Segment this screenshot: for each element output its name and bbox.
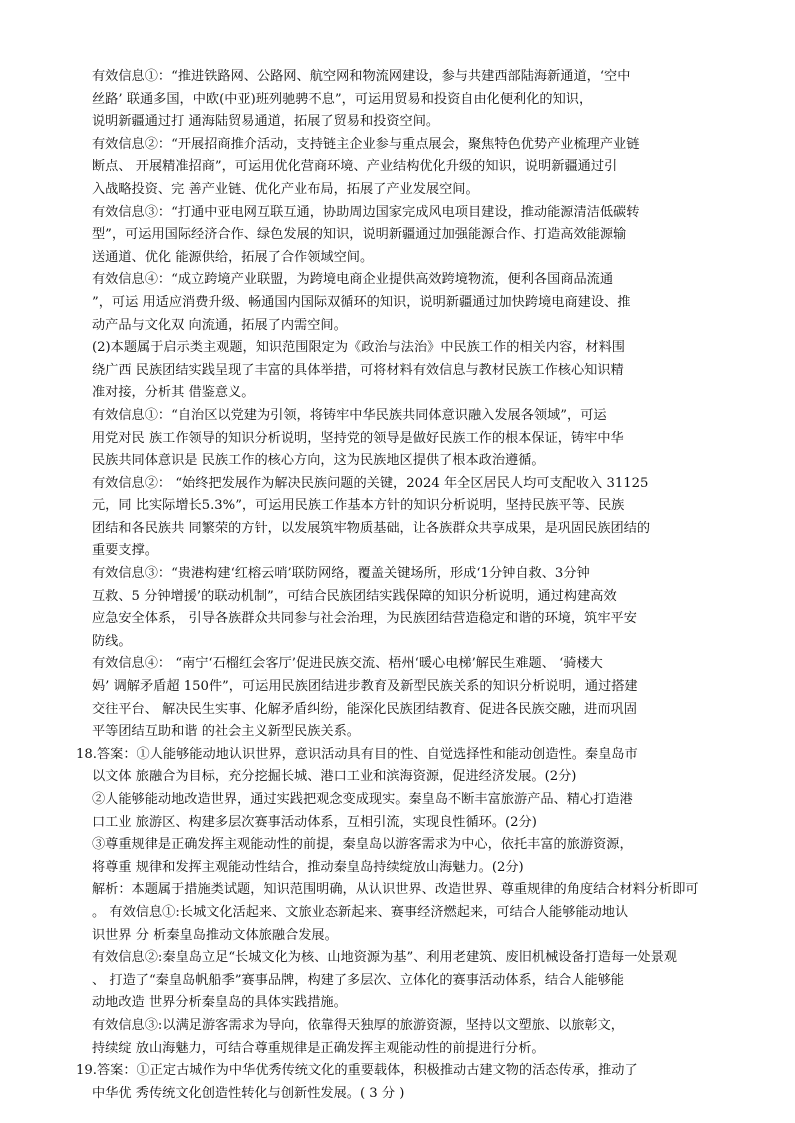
text-line: 应急安全体系， 引导各族群众共同参与社会治理，为民族团结营造稳定和谐的环境，筑牢平安 [92,611,637,627]
text-line: 有效信息③：“打通中亚电网互联互通，协助周边国家完成风电项目建设，推动能源清洁低碳转 [92,204,640,220]
text-line: 。 有效信息①:长城文化活起来、文旅业态新起来、赛事经济燃起来，可结合人能够能动地认 [92,904,629,920]
text-line: 断点、 开展精准招商”，可运用优化营商环境、产业结构优化升级的知识，说明新疆通过引 [92,159,618,175]
text-line: 元，同 比实际增长5.3%”，可运用民族工作基本方针的知识分析说明，坚持民族平等、民族 [92,498,625,514]
document-page [76,66,727,1105]
text-line: 解析：本题属于措施类试题，知识范围明确，从认识世界、改造世界、尊重规律的角度结合材料分析即可 [92,882,699,898]
text-line: 有效信息①：“推进铁路网、公路网、航空网和物流网建设，参与共建西部陆海新通道，‘空中 [92,69,631,84]
question-answer-line: 18.答案：①人能够能动地认识世界，意识活动具有目的性、自觉选择性和能动创造性。秦皇岛市 [76,746,638,762]
text-line: 有效信息①：“自治区以党建为引领，将铸牢中华民族共同体意识融入发展各领域”，可运 [92,407,607,423]
question-answer-line: 19.答案：①正定古城作为中华优秀传统文化的重要载体，积极推动古建文物的活态传承，推动了 [76,1063,638,1079]
text-line: 用党对民 族工作领导的知识分析说明，坚持党的领导是做好民族工作的根本保证，铸牢中华 [92,430,624,446]
text-line: 动地改造 世界分析秦皇岛的具体实践措施。 [92,995,347,1011]
text-line: (2)本题属于启示类主观题，知识范围限定为《政治与法治》中民族工作的相关内容，材料围 [92,340,625,356]
text-line: 以文体 旅融合为目标，充分挖掘长城、港口工业和滨海资源，促进经济发展。(2分) [92,769,577,785]
text-line: 型”，可运用国际经济合作、绿色发展的知识，说明新疆通过加强能源合作、打造高效能源输 [92,227,627,243]
text-line: 有效信息③：“贵港构建‘红榕云哨’联防网络，覆盖关键场所，形成‘1分钟自救、3分钟 [92,566,590,582]
text-line: 重要支撑。 [92,543,158,559]
text-line: 说明新疆通过打 通海陆贸易通道，拓展了贸易和投资空间。 [92,114,440,130]
text-line: 口工业 旅游区、构建多层次赛事活动体系，互相引流，实现良性循环。(2分) [92,814,537,830]
text-line: 识世界 分 析秦皇岛推动文体旅融合发展。 [92,927,338,943]
text-line: 丝路’ 联通多国，中欧(中亚)班列驰骋不息”，可运用贸易和投资自由化便利化的知识， [92,91,593,107]
text-line: 将尊重 规律和发挥主观能动性结合，推动秦皇岛持续绽放山海魅力。(2分) [92,859,524,875]
text-line: 、 打造了“秦皇岛帆船季”赛事品牌，构建了多层次、立体化的赛事活动体系，结合人能够能 [92,972,624,988]
text-line: 民族共同体意识是 民族工作的核心方向，这为民族地区提供了根本政治遵循。 [92,453,545,469]
text-line: 互救、5 分钟增援’的联动机制”，可结合民族团结实践保障的知识分析说明，通过构建高效 [92,588,617,604]
text-line: 绕广西 民族团结实践呈现了丰富的具体举措，可将材料有效信息与教材民族工作核心知识精 [92,362,624,378]
text-line: 有效信息④： “南宁‘石榴红会客厅’促进民族交流、梧州‘暖心电梯’解民生难题、 ‘骑楼大 [92,656,603,672]
text-line: 有效信息③:以满足游客需求为导向，依靠得天独厚的旅游资源，坚持以文塑旅、以旅彰文， [92,1017,624,1033]
text-line: 防线。 [92,633,132,649]
text-line: 持续绽 放山海魅力，可结合尊重规律是正确发挥主观能动性的前提进行分析。 [92,1040,545,1056]
text-line: 有效信息②：“开展招商推介活动，支持链主企业参与重点展会，聚焦特色优势产业梳理产业链 [92,136,640,152]
text-line: 送通道、优化 能源供给，拓展了合作领域空间。 [92,249,374,265]
text-line: 平等团结互助和谐 的社会主义新型民族关系。 [92,724,360,740]
text-line: 有效信息②:秦皇岛立足“长城文化为核、山地资源为基”、利用老建筑、废旧机械设备打造每一处景观 [92,950,677,966]
text-line: ②人能够能动地改造世界，通过实践把观念变成现实。秦皇岛不断丰富旅游产品、精心打造港 [92,792,633,807]
text-line: 团结和各民族共 同繁荣的方针，以发展筑牢物质基础，让各族群众共享成果，是巩固民族团结的 [92,520,651,536]
text-line: 中华优 秀传统文化创造性转化与创新性发展。( 3 分 ) [92,1085,405,1101]
text-line: 有效信息②： “始终把发展作为解决民族问题的关键，2024 年全区居民人均可支配收入 31125 [92,475,649,491]
text-line: ”，可运 用适应消费升级、畅通国内国际双循环的知识，说明新疆通过加快跨境电商建设、推 [92,294,631,310]
text-line: 交往平台、 解决民生实事、化解矛盾纠纷，能深化民族团结教育、促进各民族交融，进而巩固 [92,701,637,717]
text-line: 动产品与文化双 向流通，拓展了内需空间。 [92,317,347,333]
text-line: 妈’ 调解矛盾超 150件”，可运用民族团结进步教育及新型民族关系的知识分析说明，通过搭建 [92,679,638,695]
text-line: 有效信息④：“成立跨境产业联盟，为跨境电商企业提供高效跨境物流，便利各国商品流通 [92,272,614,288]
text-line: 准对接，分析其 借鉴意义。 [92,385,255,401]
text-line: 入战略投资、完 善产业链、优化产业布局，拓展了产业发展空间。 [92,181,479,197]
text-line: ③尊重规律是正确发挥主观能动性的前提，秦皇岛以游客需求为中心，依托丰富的旅游资源， [92,837,633,853]
